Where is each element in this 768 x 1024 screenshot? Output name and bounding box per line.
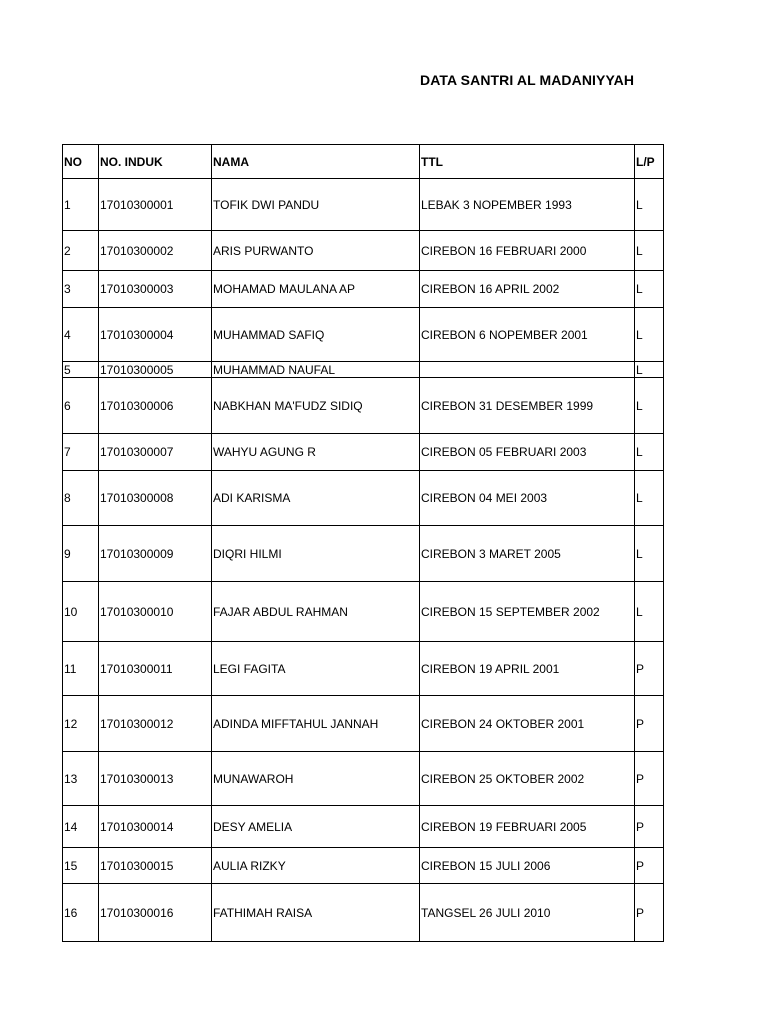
cell-induk: 17010300012 <box>99 696 212 752</box>
cell-ttl: CIREBON 31 DESEMBER 1999 <box>420 378 635 434</box>
cell-no: 8 <box>63 471 99 526</box>
cell-lp: L <box>635 378 664 434</box>
cell-nama: MUNAWAROH <box>212 752 420 806</box>
table-row <box>63 434 664 471</box>
table-row <box>63 308 664 362</box>
cell-no: 1 <box>63 179 99 231</box>
cell-lp: L <box>635 434 664 471</box>
cell-no: 10 <box>63 582 99 642</box>
table-row <box>63 582 664 642</box>
table-row <box>63 752 664 806</box>
cell-lp: P <box>635 884 664 942</box>
cell-nama: MUHAMMAD SAFIQ <box>212 308 420 362</box>
cell-nama: ARIS PURWANTO <box>212 231 420 271</box>
cell-induk: 17010300013 <box>99 752 212 806</box>
cell-nama: ADI KARISMA <box>212 471 420 526</box>
header-induk: NO. INDUK <box>99 145 212 179</box>
cell-ttl: CIREBON 16 APRIL 2002 <box>420 271 635 308</box>
table-row <box>63 884 664 942</box>
cell-induk: 17010300014 <box>99 806 212 848</box>
cell-no: 11 <box>63 642 99 696</box>
cell-induk: 17010300002 <box>99 231 212 271</box>
cell-induk: 17010300015 <box>99 848 212 884</box>
cell-nama: TOFIK DWI PANDU <box>212 179 420 231</box>
cell-nama: AULIA RIZKY <box>212 848 420 884</box>
cell-induk: 17010300009 <box>99 526 212 582</box>
cell-ttl: CIREBON 05 FEBRUARI 2003 <box>420 434 635 471</box>
header-no: NO <box>63 145 99 179</box>
cell-nama: WAHYU AGUNG R <box>212 434 420 471</box>
cell-lp: P <box>635 806 664 848</box>
cell-ttl: CIREBON 19 FEBRUARI 2005 <box>420 806 635 848</box>
cell-induk: 17010300005 <box>99 362 212 378</box>
cell-induk: 17010300011 <box>99 642 212 696</box>
cell-lp: L <box>635 582 664 642</box>
table-row <box>63 848 664 884</box>
cell-no: 13 <box>63 752 99 806</box>
table-row <box>63 642 664 696</box>
cell-no: 6 <box>63 378 99 434</box>
cell-no: 14 <box>63 806 99 848</box>
cell-lp: L <box>635 362 664 378</box>
cell-nama: FAJAR ABDUL RAHMAN <box>212 582 420 642</box>
cell-no: 9 <box>63 526 99 582</box>
cell-nama: DESY AMELIA <box>212 806 420 848</box>
cell-no: 5 <box>63 362 99 378</box>
header-ttl: TTL <box>420 145 635 179</box>
cell-ttl <box>420 362 635 378</box>
cell-induk: 17010300010 <box>99 582 212 642</box>
cell-lp: L <box>635 308 664 362</box>
cell-no: 7 <box>63 434 99 471</box>
cell-nama: ADINDA MIFFTAHUL JANNAH <box>212 696 420 752</box>
cell-ttl: CIREBON 15 JULI 2006 <box>420 848 635 884</box>
cell-induk: 17010300003 <box>99 271 212 308</box>
header-lp: L/P <box>635 145 664 179</box>
cell-induk: 17010300007 <box>99 434 212 471</box>
cell-ttl: CIREBON 24 OKTOBER 2001 <box>420 696 635 752</box>
cell-induk: 17010300001 <box>99 179 212 231</box>
cell-ttl: LEBAK 3 NOPEMBER 1993 <box>420 179 635 231</box>
cell-induk: 17010300004 <box>99 308 212 362</box>
table-row <box>63 696 664 752</box>
table-row <box>63 806 664 848</box>
cell-ttl: CIREBON 16 FEBRUARI 2000 <box>420 231 635 271</box>
cell-ttl: CIREBON 3 MARET 2005 <box>420 526 635 582</box>
cell-lp: P <box>635 752 664 806</box>
cell-ttl: CIREBON 6 NOPEMBER 2001 <box>420 308 635 362</box>
cell-lp: P <box>635 696 664 752</box>
cell-lp: L <box>635 179 664 231</box>
cell-no: 16 <box>63 884 99 942</box>
table-header-row <box>63 145 664 179</box>
cell-induk: 17010300016 <box>99 884 212 942</box>
cell-nama: LEGI FAGITA <box>212 642 420 696</box>
table-row <box>63 378 664 434</box>
cell-nama: MUHAMMAD NAUFAL <box>212 362 420 378</box>
cell-no: 15 <box>63 848 99 884</box>
cell-nama: DIQRI HILMI <box>212 526 420 582</box>
santri-table <box>62 144 664 942</box>
cell-lp: P <box>635 848 664 884</box>
header-nama: NAMA <box>212 145 420 179</box>
document-title: DATA SANTRI AL MADANIYYAH <box>420 72 635 88</box>
cell-induk: 17010300006 <box>99 378 212 434</box>
cell-induk: 17010300008 <box>99 471 212 526</box>
cell-lp: L <box>635 471 664 526</box>
cell-no: 12 <box>63 696 99 752</box>
cell-no: 2 <box>63 231 99 271</box>
cell-ttl: CIREBON 25 OKTOBER 2002 <box>420 752 635 806</box>
cell-ttl: TANGSEL 26 JULI 2010 <box>420 884 635 942</box>
cell-lp: L <box>635 271 664 308</box>
cell-nama: NABKHAN MA'FUDZ SIDIQ <box>212 378 420 434</box>
cell-ttl: CIREBON 15 SEPTEMBER 2002 <box>420 582 635 642</box>
cell-no: 4 <box>63 308 99 362</box>
cell-nama: FATHIMAH RAISA <box>212 884 420 942</box>
cell-no: 3 <box>63 271 99 308</box>
table-row <box>63 231 664 271</box>
table-row <box>63 362 664 378</box>
cell-nama: MOHAMAD MAULANA AP <box>212 271 420 308</box>
table-row <box>63 471 664 526</box>
cell-ttl: CIREBON 04 MEI 2003 <box>420 471 635 526</box>
cell-lp: L <box>635 231 664 271</box>
table-row <box>63 179 664 231</box>
cell-ttl: CIREBON 19 APRIL 2001 <box>420 642 635 696</box>
cell-lp: P <box>635 642 664 696</box>
table-row <box>63 271 664 308</box>
table-row <box>63 526 664 582</box>
cell-lp: L <box>635 526 664 582</box>
